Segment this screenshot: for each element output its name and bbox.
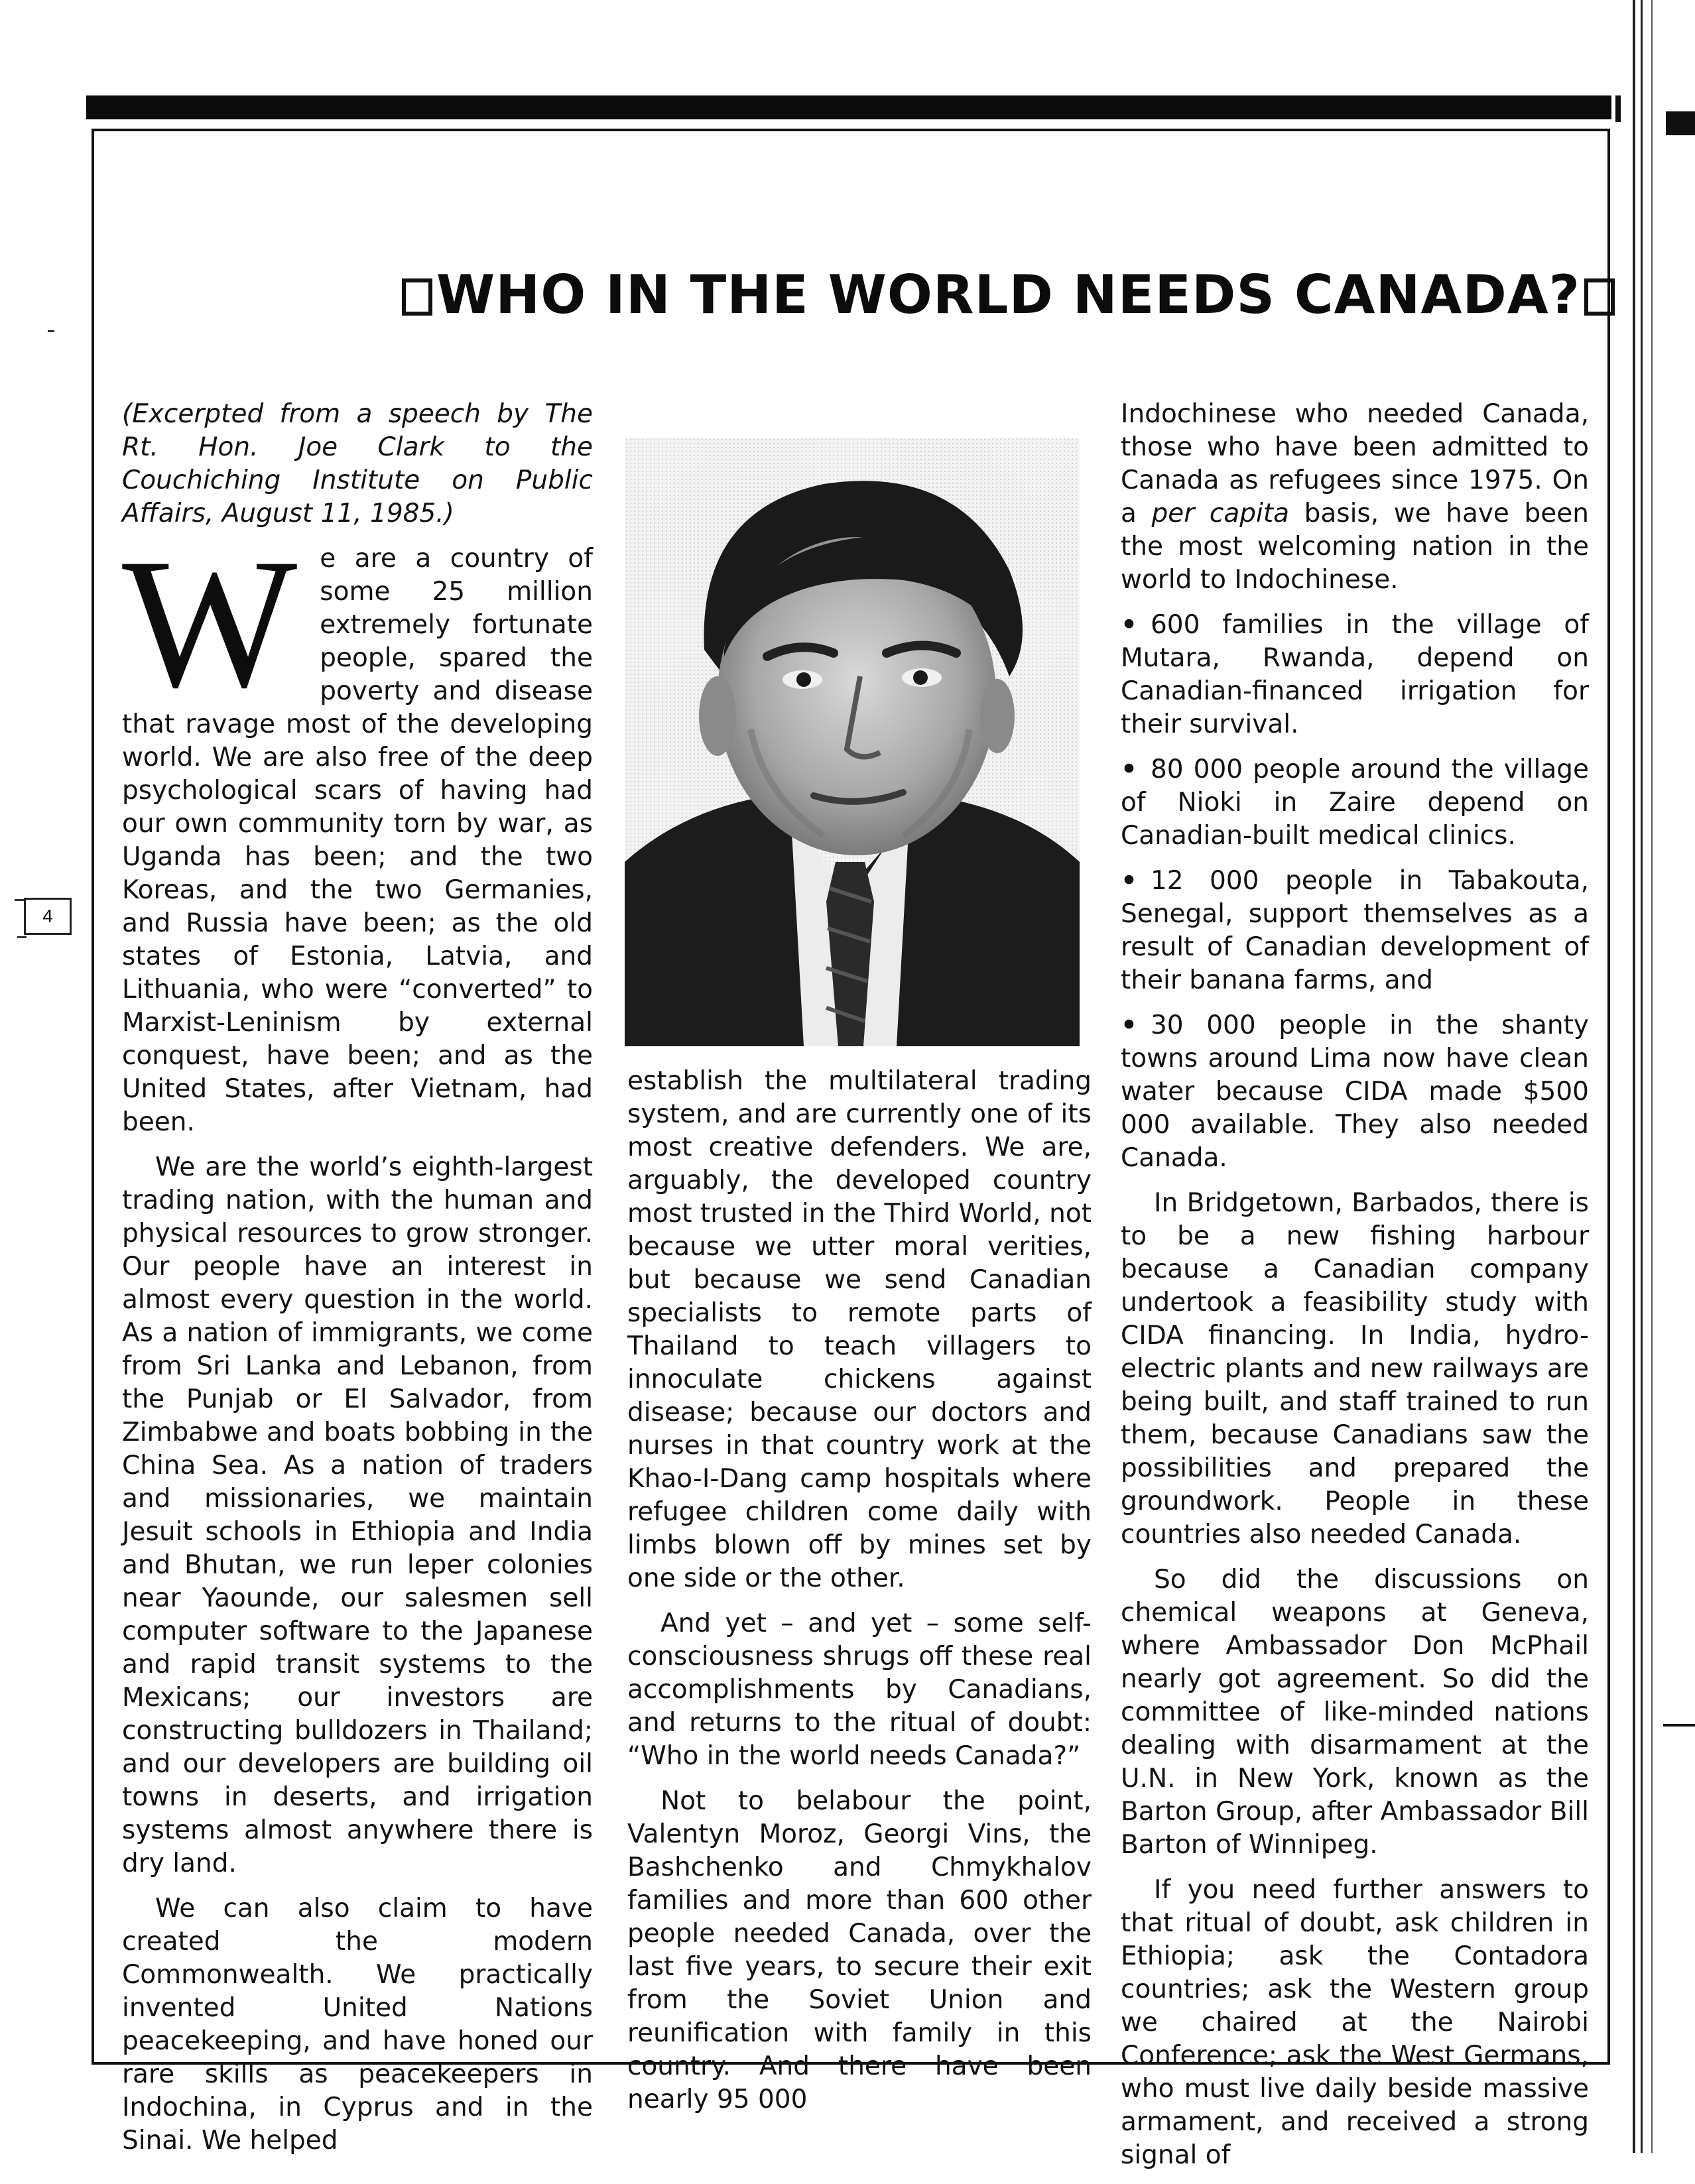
headline-text: WHO IN THE WORLD NEEDS CANADA? (436, 264, 1581, 326)
bullet-text: 30 000 people in the shanty towns around Lima now have clean water because CIDA made $500 000 available. They also needed Canada. (1121, 1010, 1589, 1173)
edge-mark (1663, 1724, 1695, 1727)
paragraph-text: Indochinese who needed Canada, those who have been admitted to Canada as refugees since 1975. On a (1121, 399, 1589, 528)
paragraph: If you need further answers to that ritual of doubt, ask children in Ethiopia; ask the Contadora countries; ask the Western group we chaired at the Nairobi Conference; ask the West Germans, who must live daily beside massive armament, and received a strong signal of (1121, 1875, 1589, 2170)
bullet-item (1121, 609, 1589, 741)
hollow-square-icon (1584, 278, 1615, 316)
bullet-text: 12 000 people in Tabakouta, Senegal, support themselves as a result of Canadian development of their banana farms, and (1121, 866, 1589, 995)
binding-rule (1633, 0, 1635, 2153)
bullet-item (1121, 753, 1589, 853)
bullet-item (1121, 1009, 1589, 1175)
bullet-icon: • (1121, 610, 1137, 640)
bullet-icon: • (1121, 755, 1137, 784)
page-number-tick (17, 936, 27, 938)
paragraph-emphasis: per capita (1151, 499, 1290, 528)
binding-rule (1651, 0, 1653, 2153)
margin-dash (48, 330, 54, 332)
page-number: 4 (24, 898, 72, 935)
bullet-icon: • (1121, 1010, 1137, 1040)
portrait-illustration (625, 438, 1080, 1046)
paragraph: We are the world’s eighth-largest trading nation, with the human and physical resources to grow stronger. Our people have an interest in almost every question in the world. As a nation of immigrants, we come from Sri Lanka and Lebanon, from the Punjab or El Salvador, from Zimbabwe and boats bobbing in the China Sea. As a nation of traders and missionaries, we maintain Jesuit schools in Ethiopia and India and Bhutan, we run leper colonies near Yaounde, our salesmen sell computer software to the Japanese and rapid transit systems to the Mexicans; our investors are constructing bulldozers in Thailand; and our developers are building oil towns in deserts, and irrigation systems almost anywhere there is dry land. (122, 1152, 593, 1878)
middle-column (627, 1065, 1092, 2128)
bullet-text: 80 000 people around the village of Nioki in Zaire depend on Canadian-built medical clinics. (1121, 755, 1589, 851)
top-rule-bar (86, 95, 1611, 119)
paragraph: e are a country of some 25 million extremely fortunate people, spared the poverty and disease that ravage most of the developing world. We are also free of the deep psychological scars of having had our own community torn by war, as Uganda has been; and the two Koreas, and the two Germanies, and Russia have been; as the old states of Estonia, Latvia, and Lithuania, who were “converted” to Marxist-Leninism by external conquest, have been; and as the United States, after Vietnam, had been. (122, 544, 593, 1137)
bullet-text: 600 families in the village of Mutara, Rwanda, depend on Canadian-financed irrigation for their survival. (1121, 610, 1589, 739)
top-rule-tick (1615, 95, 1621, 122)
paragraph: In Bridgetown, Barbados, there is to be a new fishing harbour because a Canadian company undertook a feasibility study with CIDA financing. In India, hydro-electric plants and new railways are being built, and staff trained to run them, because Canadians saw the possibilities and prepared the groundwork. People in these countries also needed Canada. (1121, 1188, 1589, 1549)
page-title (398, 264, 1592, 330)
right-column (1121, 398, 1589, 2184)
paragraph-text: basis, we have been the most welcoming nation in the world to Indochinese. (1121, 499, 1589, 595)
left-column (122, 398, 593, 2169)
bullet-icon: • (1121, 866, 1137, 896)
byline: (Excerpted from a speech by The Rt. Hon. Joe Clark to the Couchiching Institute on Public Affairs, August 11, 1985.) (122, 399, 593, 528)
bullet-item (1121, 865, 1589, 997)
paragraph: So did the discussions on chemical weapons at Geneva, where Ambassador Don McPhail nearly got agreement. So did the committee of like-minded nations dealing with disarmament at the U.N. in New York, known as the Barton Group, after Ambassador Bill Barton of Winnipeg. (1121, 1565, 1589, 1860)
paragraph: We can also claim to have created the modern Commonwealth. We practically invented United Nations peacekeeping, and have honed our rare skills as peacekeepers in Indochina, in Cyprus and in the Sinai. We helped (122, 1894, 593, 2155)
paragraph: Not to belabour the point, Valentyn Moroz, Georgi Vins, the Bashchenko and Chmykhalov families and more than 600 other people needed Canada, over the last five years, to secure their exit from the Soviet Union and reunification with family in this country. And there have been nearly 95 000 (627, 1786, 1092, 2114)
drop-cap: W (122, 520, 298, 726)
portrait-photo (625, 438, 1080, 1046)
edge-block (1666, 111, 1695, 135)
hollow-square-icon (402, 278, 432, 316)
binding-rule (1641, 0, 1643, 2153)
paragraph: And yet – and yet – some self-consciousness shrugs off these real accomplishments by Canadians, and returns to the ritual of doubt: “Who in the world needs Canada?” (627, 1608, 1092, 1771)
paragraph (1121, 398, 1589, 597)
paragraph: establish the multilateral trading system, and are currently one of its most creative defenders. We are, arguably, the developed country most trusted in the Third World, not because we utter moral verities, but because we send Canadian specialists to remote parts of Thailand to teach villagers to innoculate chickens against disease; because our doctors and nurses in that country work at the Khao-I-Dang camp hospitals where refugee children come daily with limbs blown off by mines set by one side or the other. (627, 1066, 1092, 1593)
